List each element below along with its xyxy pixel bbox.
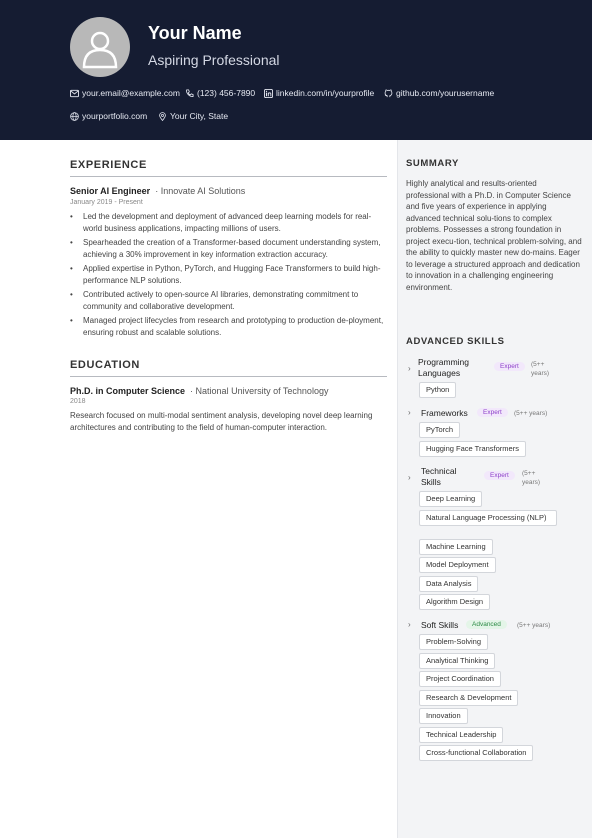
skill-years: (5++ years) <box>517 622 551 629</box>
skill-chip: Project Coordination <box>419 671 501 687</box>
chevron-right-icon[interactable]: › <box>408 408 411 417</box>
job-title-line <box>70 186 245 196</box>
list-item: • Contributed actively to open-source AI libraries, demonstrating commitment to community and collaborative development. <box>70 289 386 313</box>
skill-chip: Deep Learning <box>419 491 482 507</box>
contact-location-text: Your City, State <box>170 111 229 121</box>
skill-chip: Model Deployment <box>419 557 496 573</box>
list-item: • Applied expertise in Python, PyTorch, and Hugging Face Transformers to build high-performance NLP solutions. <box>70 263 386 287</box>
skill-chip: Hugging Face Transformers <box>419 441 526 457</box>
linkedin-icon <box>264 89 273 98</box>
skill-chip: Machine Learning <box>419 539 493 555</box>
globe-icon <box>70 112 79 121</box>
skill-years: (5++ years) <box>514 410 548 417</box>
skill-years: (5++ years) <box>522 470 541 486</box>
summary-heading: SUMMARY <box>406 158 459 169</box>
experience-divider <box>70 176 387 177</box>
experience-heading: EXPERIENCE <box>70 159 147 171</box>
chevron-right-icon[interactable]: › <box>408 364 411 373</box>
skill-years: (5++ years) <box>531 361 550 377</box>
avatar <box>70 17 130 77</box>
phone-icon <box>185 89 194 98</box>
education-degree: Ph.D. in Computer Science <box>70 386 186 396</box>
job-title: Senior AI Engineer <box>70 186 151 196</box>
education-year: 2018 <box>70 398 86 405</box>
list-item: • Led the development and deployment of advanced deep learning models for real-world business applications, impacting millions of users. <box>70 211 386 235</box>
skill-level-badge: Expert <box>484 471 515 480</box>
chevron-right-icon[interactable]: › <box>408 473 411 482</box>
resume-header <box>0 0 592 140</box>
summary-text: Highly analytical and results-oriented professional with a Ph.D. in Computer Science and five years of experience in applying advanced technical solu-tions to complex problems. Possesses a strong foundation in project execu-tion, technical problem-solving, and the ability to quickly master new do-mains. Eager to leverage a structured approach and dedication to innovation in a challenging engineering environment. <box>406 179 582 292</box>
full-name: Your Name <box>148 23 242 43</box>
skill-chip: Innovation <box>419 708 468 724</box>
skill-chip: Cross-functional Collaboration <box>419 745 533 761</box>
chevron-right-icon[interactable]: › <box>408 620 411 629</box>
contact-phone-text: (123) 456-7890 <box>197 88 256 98</box>
skill-group-name[interactable]: Frameworks <box>421 408 468 418</box>
skill-level-badge: Advanced <box>466 620 507 629</box>
skill-level-badge: Expert <box>477 408 508 417</box>
skill-chip: Analytical Thinking <box>419 653 495 669</box>
skill-chip: PyTorch <box>419 422 460 438</box>
job-company: · Innovate AI Solutions <box>155 186 246 196</box>
contact-portfolio-text: yourportfolio.com <box>82 111 148 121</box>
contact-email-text: your.email@example.com <box>82 88 180 98</box>
education-description: Research focused on multi-modal sentiment analysis, developing novel deep learning architectures and contributing to the field of human-computer interaction. <box>70 411 373 432</box>
skill-group-name[interactable]: Soft Skills <box>421 620 459 630</box>
skill-chip: Problem-Solving <box>419 634 488 650</box>
skill-chip: Technical Leadership <box>419 727 503 743</box>
role-title: Aspiring Professional <box>148 52 280 68</box>
experience-bullets <box>70 211 386 341</box>
avatar-person-icon <box>70 17 130 77</box>
education-divider <box>70 376 387 377</box>
contact-linkedin-text: linkedin.com/in/yourprofile <box>276 88 375 98</box>
contact-location <box>158 111 228 121</box>
skill-chip: Python <box>419 382 456 398</box>
contact-portfolio[interactable] <box>70 111 147 121</box>
location-pin-icon <box>158 112 167 121</box>
skill-chip: Research & Development <box>419 690 518 706</box>
education-heading: EDUCATION <box>70 359 140 371</box>
skill-chip: Algorithm Design <box>419 594 490 610</box>
skill-chip: Data Analysis <box>419 576 478 592</box>
job-dates: January 2019 - Present <box>70 199 143 206</box>
skill-group-name[interactable]: Technical Skills <box>421 466 457 487</box>
contact-email[interactable] <box>70 88 180 98</box>
education-school: · National University of Technology <box>190 386 329 396</box>
skill-group-name[interactable]: Programming Languages <box>418 357 470 378</box>
contact-linkedin[interactable] <box>264 88 374 98</box>
contact-github[interactable] <box>384 88 494 98</box>
list-item: • Spearheaded the creation of a Transformer-based document understanding system, achieving a 30% improvement in key information extraction accuracy. <box>70 237 386 261</box>
education-degree-line <box>70 386 328 396</box>
skill-level-badge: Expert <box>494 362 525 371</box>
email-icon <box>70 89 79 98</box>
list-item: • Managed project lifecycles from research and prototyping to production de-ployment, ensuring robust and scalable solutions. <box>70 315 386 339</box>
github-icon <box>384 89 393 98</box>
contact-github-text: github.com/yourusername <box>396 88 495 98</box>
contact-phone[interactable] <box>185 88 255 98</box>
skills-heading: ADVANCED SKILLS <box>406 336 505 347</box>
skill-chip: Natural Language Processing (NLP) <box>419 510 557 526</box>
